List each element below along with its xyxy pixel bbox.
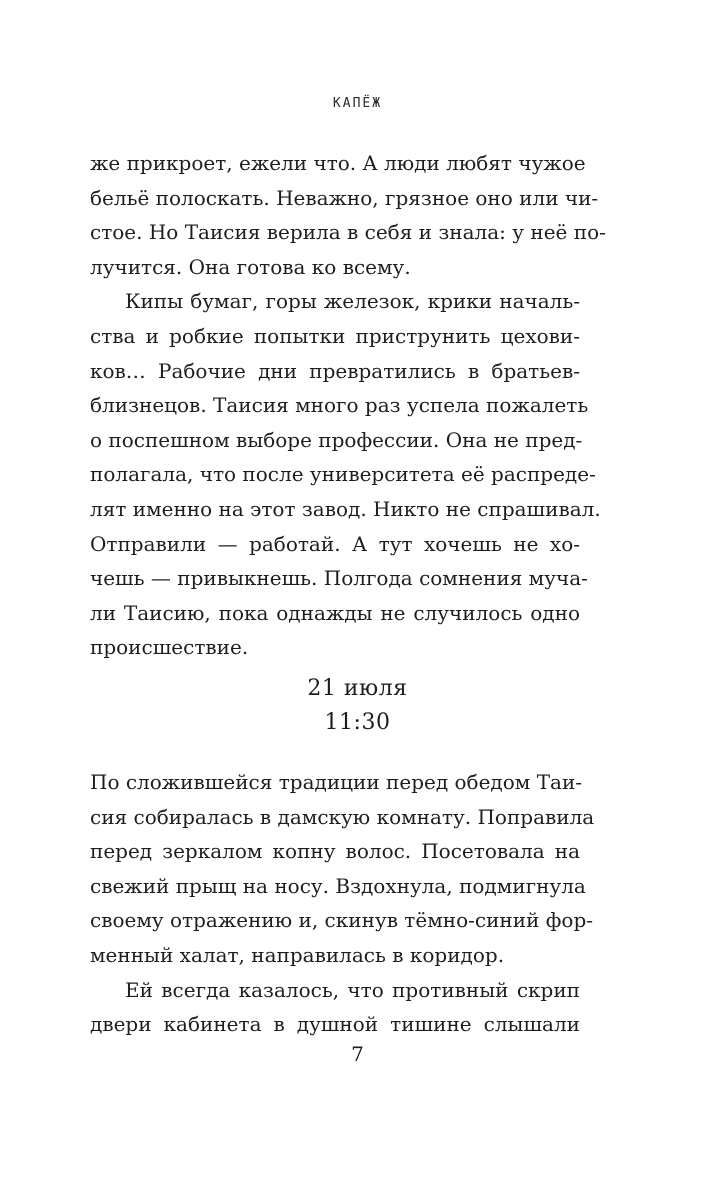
text-line: свежий прыщ на носу. Вздохнула, подмигнула xyxy=(90,873,586,898)
text-line: близнецов. Таисия много раз успела пожалеть xyxy=(90,393,589,418)
heading-date: 21 июля xyxy=(307,676,408,701)
text-line: своему отражению и, скинув тёмно-синий фор- xyxy=(90,908,594,933)
text-line: лят именно на этот завод. Никто не спрашивал. xyxy=(90,496,601,521)
paragraph-block-1 xyxy=(90,146,606,665)
text-line: чешь — привыкнешь. Полгода сомнения муча- xyxy=(90,566,588,591)
text-line: ли Таисию, пока однажды не случилось одно xyxy=(90,600,580,625)
text-line: перед зеркалом копну волос. Посетовала на xyxy=(90,839,580,864)
text-line: менный халат, направилась в коридор. xyxy=(90,942,505,967)
text-line: лучится. Она готова ко всему. xyxy=(90,254,411,279)
text-line: бельё полоскать. Неважно, грязное оно или чи- xyxy=(90,185,599,210)
text-line: По сложившейся традиции перед обедом Таи- xyxy=(90,770,583,794)
text-line: сия собиралась в дамскую комнату. Поправила xyxy=(90,804,595,829)
page-number: 7 xyxy=(351,1042,364,1066)
text-line: же прикроет, ежели что. А люди любят чужое xyxy=(90,151,586,175)
running-head: КАПЁЖ xyxy=(332,96,383,111)
text-line: о поспешном выборе профессии. Она не пред- xyxy=(90,427,583,452)
section-heading xyxy=(0,672,715,740)
paragraph-block-2 xyxy=(90,765,595,1042)
text-line: Отправили — работай. А тут хочешь не хо- xyxy=(90,531,580,556)
text-line: двери кабинета в душной тишине слышали xyxy=(90,1012,580,1037)
text-line: ства и робкие попытки приструнить цехови- xyxy=(90,323,580,348)
text-line: ков… Рабочие дни превратились в братьев- xyxy=(90,358,580,383)
text-line: Кипы бумаг, горы железок, крики началь- xyxy=(125,289,580,314)
text-line: полагала, что после университета её распреде- xyxy=(90,462,596,487)
text-line: Ей всегда казалось, что противный скрип xyxy=(125,977,580,1002)
text-line: происшествие. xyxy=(90,635,249,660)
heading-time: 11:30 xyxy=(324,710,391,735)
text-line: стое. Но Таисия верила в себя и знала: у неё по- xyxy=(90,220,606,245)
